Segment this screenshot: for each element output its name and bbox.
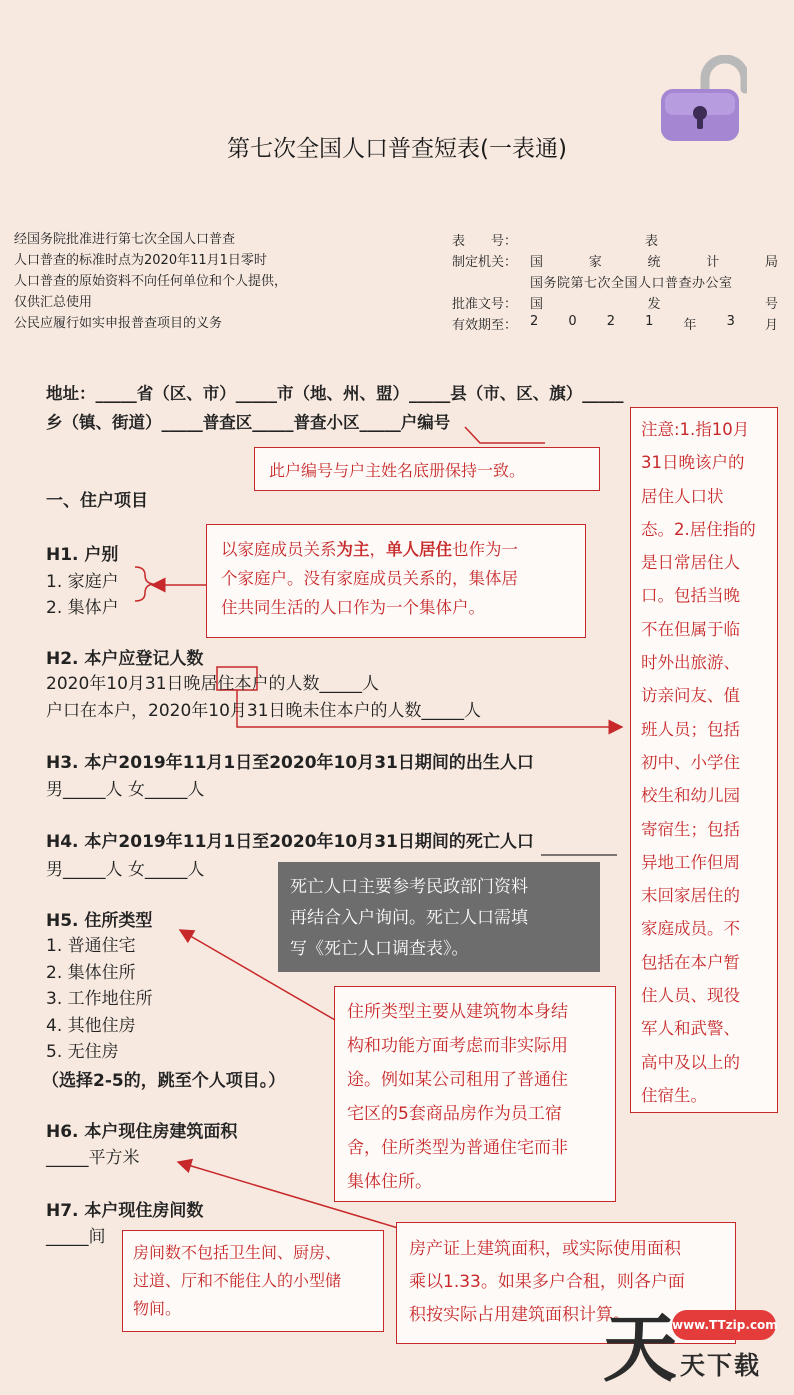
h5-skip-note: （选择2-5的，跳至个人项目。） [42,1071,286,1091]
meta-char: 国 [530,297,544,312]
meta-char: 1 [645,314,654,329]
note-line: 初中、小学住 [641,752,740,772]
meta-char: 0 [568,314,577,329]
header-left-line: 人口普查的标准时点为2020年11月1日零时 [14,253,267,268]
h4-line: 男_____人 女_____人 [46,860,205,880]
note-line: 是日常居住人 [641,553,740,573]
h2-line-2: 户口在本户，2020年10月31日晚未住本户的人数_____人 [46,701,482,721]
note-line: 班人员；包括 [641,719,740,739]
meta-label: 表 号： [452,234,518,249]
header-left-line: 仅供汇总使用 [14,295,93,310]
h6-line: _____平方米 [46,1148,140,1168]
meta-char: 月 [764,318,778,333]
header-left-line: 人口普查的原始资料不向任何单位和个人提供， [14,274,288,289]
note-line: 高中及以上的 [641,1052,740,1072]
note-household-id: 此户编号与户主姓名底册保持一致。 [254,447,600,491]
watermark-text: 天下载 [680,1351,762,1380]
meta-char: 局 [764,255,778,270]
form-title: 第七次全国人口普查短表(一表通) [227,136,567,162]
meta-value: 表 [645,234,659,249]
note-text: ， [369,540,386,559]
note-line: 末回家居住的 [641,886,740,906]
note-line: 物间。 [133,1299,182,1318]
meta-char: 年 [683,318,697,333]
note-line: 校生和幼儿园 [641,786,740,806]
note-line: 包括在本户暂 [641,952,740,972]
meta-char: 2 [606,314,616,329]
note-line: 时外出旅游、 [641,653,740,673]
note-h1 [206,524,586,638]
note-line: 住宿生。 [641,1085,707,1105]
note-line: 宅区的5套商品房作为员工宿 [347,1104,562,1124]
h5-option: 5. 无住房 [46,1042,119,1062]
h2-title: H2. 本户应登记人数 [46,649,204,669]
h5-option: 4. 其他住房 [46,1015,136,1036]
note-h7 [122,1230,384,1332]
note-line: 房间数不包括卫生间、厨房、 [133,1243,342,1262]
note-residence-definition [630,407,778,1113]
h1-option-2: 2. 集体户 [46,598,119,618]
address-line-2: 乡（镇、街道）_____普查区_____普查小区_____户编号 [46,413,451,432]
meta-char: 3 [726,314,735,329]
note-line: 居住人口状 [641,486,724,506]
note-text: 个家庭户。没有家庭成员关系的，集体居 [221,569,518,588]
h4-title: H4. 本户2019年11月1日至2020年10月31日期间的死亡人口 [46,832,534,852]
watermark-logo: 天 [603,1306,677,1392]
h2-highlight: 居住 [200,674,235,694]
meta-char: 号 [764,297,778,312]
h5-option: 2. 集体住所 [46,962,136,983]
watermark-url: www.TTzip.com [672,1310,776,1340]
note-line: 过道、厅和不能住人的小型储 [133,1271,342,1290]
meta-label: 批准文号： [452,297,518,312]
h2-line-1 [46,669,379,694]
note-text: 住共同生活的人口作为一个集体户。 [221,598,485,617]
note-line: 途。例如某公司租用了普通住 [347,1070,568,1090]
h5-title: H5. 住所类型 [46,911,153,931]
h3-line: 男_____人 女_____人 [46,780,205,800]
note-emphasis: 单人居住 [386,540,452,559]
h2-text: 本户的人数_____人 [234,674,380,694]
header-left-line: 公民应履行如实申报普查项目的义务 [14,316,223,331]
note-line: 死亡人口主要参考民政部门资料 [290,877,528,897]
h2-text: 2020年10月31日晚 [46,674,201,694]
note-h5 [334,986,616,1202]
note-line: 家庭成员。不 [641,919,740,939]
note-line: 军人和武警、 [641,1019,740,1039]
h3-title: H3. 本户2019年11月1日至2020年10月31日期间的出生人口 [46,753,534,773]
note-line: 乘以1.33。如果多户合租，则各户面 [409,1272,685,1292]
note-line: 房产证上建筑面积，或实际使用面积 [409,1239,681,1259]
note-line: 口。包括当晚 [641,586,740,606]
header-left-line: 经国务院批准进行第七次全国人口普查 [14,232,236,247]
h5-option: 1. 普通住宅 [46,936,136,956]
meta-char: 国 [530,255,544,270]
note-line: 态。2.居住指的 [641,519,756,539]
note-line: 写《死亡人口调查表》。 [290,939,469,959]
note-text: 也作为一 [452,540,518,559]
meta-label: 有效期至： [452,318,518,333]
note-line: 集体住所。 [347,1172,432,1192]
meta-char: 2 [530,314,539,329]
section-heading: 一、住户项目 [46,491,148,511]
note-emphasis: 为主 [336,540,370,559]
meta-label: 制定机关： [452,255,518,270]
note-line: 访亲问友、值 [641,686,740,706]
address-line-1: 地址：_____省（区、市）_____市（地、州、盟）_____县（市、区、旗）_____ [46,384,624,403]
note-line: 积按实际占用建筑面积计算。 [409,1305,630,1325]
meta-char: 家 [588,255,602,270]
note-line: 注意:1.指10月 [641,420,750,439]
h6-title: H6. 本户现住房建筑面积 [46,1122,238,1142]
note-line: 不在但属于临 [641,619,740,639]
note-line: 再结合入户询问。死亡人口需填 [290,908,528,928]
note-line: 31日晚该户的 [641,453,745,473]
note-line: 住人员、现役 [641,986,740,1006]
meta-char: 统 [647,255,661,270]
note-line: 舍，住所类型为普通住宅而非 [347,1138,568,1158]
meta-value: 国务院第七次全国人口普查办公室 [530,276,733,291]
note-line: 异地工作但周 [641,852,740,872]
meta-char: 发 [647,297,661,312]
h5-options [46,933,153,1066]
h1-option-1: 1. 家庭户 [46,572,119,592]
note-line: 构和功能方面考虑而非实际用 [347,1036,568,1056]
h1-title: H1. 户别 [46,545,119,565]
h7-title: H7. 本户现住房间数 [46,1201,204,1221]
meta-char: 计 [706,255,720,270]
h5-option: 3. 工作地住所 [46,989,153,1009]
note-death [278,862,600,972]
h7-line: _____间 [46,1227,106,1247]
note-text: 以家庭成员关系 [221,540,337,559]
note-line: 寄宿生；包括 [641,819,740,839]
note-line: 住所类型主要从建筑物本身结 [347,1002,568,1022]
